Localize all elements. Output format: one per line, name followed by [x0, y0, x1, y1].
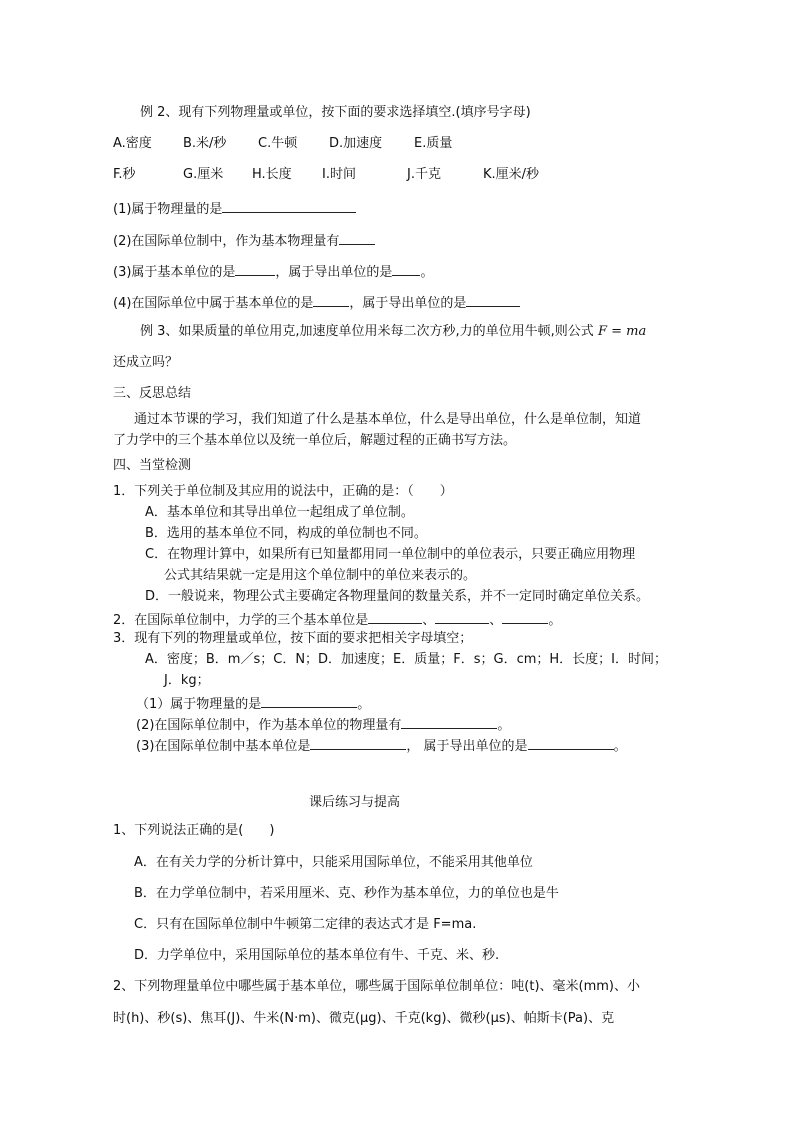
section3-paragraph-line2: 了力学中的三个基本单位以及统一单位后，解题过程的正确书写方法。	[113, 433, 517, 448]
punctuation: 。	[548, 613, 562, 628]
punctuation: 。	[497, 718, 511, 733]
separator: 、	[422, 613, 436, 628]
option-g: G.厘米	[183, 167, 224, 182]
section4-q3-sub2	[136, 715, 510, 734]
answer-blank[interactable]	[310, 736, 406, 750]
homework-q1: 1、下列说法正确的是( )	[113, 823, 275, 838]
option-h: H.长度	[252, 167, 292, 182]
section4-q3-sub3	[136, 736, 627, 755]
separator: 、	[489, 613, 503, 628]
option-c: C.牛顿	[258, 136, 298, 151]
question-text: (2)在国际单位制中，作为基本物理量有	[113, 234, 340, 249]
question-text: (2)在国际单位制中，作为基本单位的物理量有	[136, 718, 402, 733]
section3-heading: 三、反思总结	[113, 386, 192, 401]
example3-text: 例 3、如果质量的单位用克,加速度单位用米每二次方秒,力的单位用牛顿,则公式	[140, 324, 594, 339]
punctuation: 。	[420, 265, 434, 280]
answer-blank[interactable]	[235, 262, 275, 276]
question-text: ，属于导出单位的是	[349, 296, 467, 311]
option-d: D.加速度	[329, 136, 383, 151]
answer-blank[interactable]	[368, 610, 422, 624]
example2-q4	[113, 293, 520, 312]
answer-blank[interactable]	[502, 610, 548, 624]
example2-q3	[113, 262, 433, 281]
option-b: B.米/秒	[183, 136, 227, 151]
option-a: A.密度	[113, 136, 152, 151]
question-text: ，属于导出单位的是	[275, 265, 393, 280]
punctuation: 。	[613, 739, 627, 754]
homework-q2-line1: 2、下列物理量单位中哪些属于基本单位，哪些属于国际单位制单位：吨(t)、毫米(mm)、小	[113, 979, 640, 994]
option-e: E.质量	[414, 136, 453, 151]
example2-intro: 例 2、现有下列物理量或单位，按下面的要求选择填空.(填序号字母)	[140, 105, 531, 120]
homework-q1-option-b: B．在力学单位制中，若采用厘米、克、秒作为基本单位，力的单位也是牛	[134, 886, 559, 901]
section4-q1-option-c-line1: C．在物理计算中，如果所有已知量都用同一单位制中的单位表示，只要正确应用物理	[145, 547, 636, 562]
section4-q1-option-d: D．一般说来，物理公式主要确定各物理量间的数量关系，并不一定同时确定单位关系。	[145, 589, 650, 604]
section4-q3-options-line1: A．密度；B．m／s；C．N；D．加速度；E．质量；F．s；G．cm；H．长度；I．时间；	[145, 652, 668, 667]
homework-title: 课后练习与提高	[309, 795, 401, 810]
option-k: K.厘米/秒	[483, 167, 540, 182]
section4-q2	[113, 610, 561, 629]
homework-q1-option-a: A．在有关力学的分析计算中，只能采用国际单位，不能采用其他单位	[134, 855, 533, 870]
answer-blank[interactable]	[313, 293, 349, 307]
question-text: (4)在国际单位中属于基本单位的是	[113, 296, 314, 311]
question-text: (1)属于物理量的是	[113, 202, 223, 217]
section4-q1-option-a: A．基本单位和其导出单位一起组成了单位制。	[145, 505, 414, 520]
option-i: I.时间	[322, 167, 356, 182]
question-text: （1）属于物理量的是	[136, 697, 262, 712]
section4-heading: 四、当堂检测	[113, 458, 192, 473]
section4-q1: 1．下列关于单位制及其应用的说法中，正确的是：（ ）	[113, 484, 453, 499]
answer-blank[interactable]	[339, 231, 375, 245]
homework-q1-option-c: C．只有在国际单位制中牛顿第二定律的表达式才是 F=ma.	[134, 917, 477, 932]
question-text: 2．在国际单位制中，力学的三个基本单位是	[113, 613, 369, 628]
question-text: ， 属于导出单位的是	[406, 739, 528, 754]
section4-q1-option-b: B．选用的基本单位不同，构成的单位制也不同。	[145, 526, 427, 541]
option-f: F.秒	[113, 167, 136, 182]
section4-q3-sub1	[136, 694, 370, 713]
answer-blank[interactable]	[528, 736, 614, 750]
answer-blank[interactable]	[401, 715, 497, 729]
section4-q3-options-line2: J．kg；	[164, 673, 210, 688]
homework-q1-option-d: D．力学单位中，采用国际单位的基本单位有牛、千克、米、秒.	[134, 948, 500, 963]
answer-blank[interactable]	[435, 610, 489, 624]
formula: F = ma	[597, 324, 647, 339]
section4-q3: 3．现有下列的物理量或单位，按下面的要求把相关字母填空；	[113, 631, 473, 646]
answer-blank[interactable]	[222, 199, 356, 213]
example3-line2: 还成立吗？	[113, 355, 179, 370]
homework-q2-line2: 时(h)、秒(s)、焦耳(J)、牛米(N·m)、微克(μg)、千克(kg)、微秒(μs)、帕斯卡(Pa)、克	[113, 1011, 615, 1026]
example2-q1	[113, 199, 356, 218]
example3-line1	[140, 324, 646, 340]
answer-blank[interactable]	[466, 293, 520, 307]
section3-paragraph-line1: 通过本节课的学习，我们知道了什么是基本单位，什么是导出单位，什么是单位制，知道	[134, 412, 642, 427]
example2-q2	[113, 231, 375, 250]
answer-blank[interactable]	[392, 262, 420, 276]
punctuation: 。	[357, 697, 371, 712]
question-text: (3)在国际单位制中基本单位是	[136, 739, 311, 754]
answer-blank[interactable]	[261, 694, 357, 708]
option-j: J.千克	[407, 167, 441, 182]
question-text: (3)属于基本单位的是	[113, 265, 236, 280]
section4-q1-option-c-line2: 公式其结果就一定是用这个单位制中的单位来表示的。	[164, 568, 477, 583]
